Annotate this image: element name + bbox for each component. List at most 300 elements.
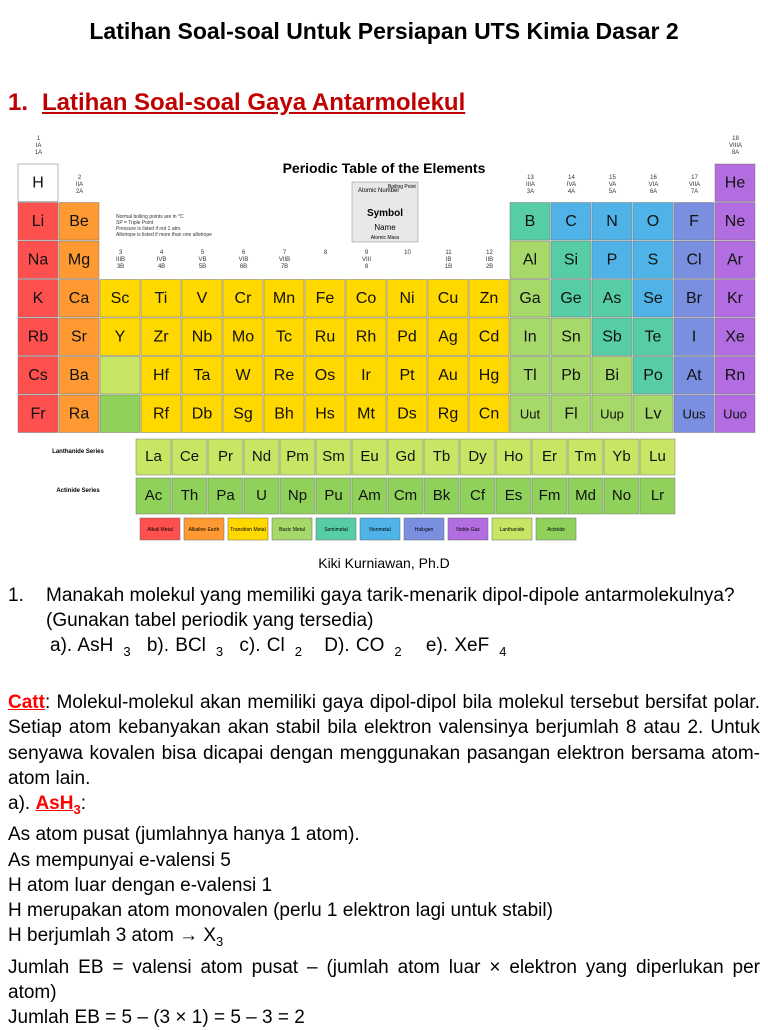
element-cell: [568, 439, 603, 475]
element-cell: [633, 280, 673, 318]
svg-text:Rn: Rn: [724, 366, 746, 384]
group-label: IA: [35, 143, 42, 149]
element-cell: [568, 478, 603, 514]
svg-text:Ra: Ra: [68, 405, 90, 423]
table-note: SP = Triple Point: [116, 220, 154, 226]
svg-text:Os: Os: [314, 366, 336, 384]
svg-text:Cd: Cd: [478, 328, 500, 346]
series-placeholder: [100, 357, 140, 395]
element-cell: [316, 478, 351, 514]
element-cell: [633, 203, 673, 241]
group-label: 2B: [485, 264, 494, 270]
svg-text:Al: Al: [522, 251, 538, 269]
svg-text:Uus: Uus: [682, 406, 706, 422]
legend-label: Actinide: [547, 527, 565, 533]
svg-text:Es: Es: [504, 487, 523, 504]
svg-text:H: H: [32, 174, 44, 192]
legend-label: Lanthanide: [499, 527, 525, 533]
question-1: [8, 583, 766, 664]
element-cell: [18, 241, 58, 279]
element-cell: [469, 357, 509, 395]
element-cell: [18, 203, 58, 241]
svg-text:Sc: Sc: [110, 289, 130, 307]
element-cell: [18, 395, 58, 433]
element-cell: [510, 357, 550, 395]
svg-text:N: N: [606, 212, 618, 230]
group-label: VB: [198, 257, 207, 263]
answer-a-heading: a). AsH$_3$:: [8, 793, 86, 817]
svg-text:Uup: Uup: [600, 406, 624, 422]
svg-text:Tl: Tl: [523, 366, 537, 384]
option-e: e). XeF $_4$: [425, 635, 507, 659]
group-label: 17: [691, 175, 698, 181]
legend-label: Semimetal: [324, 527, 348, 533]
element-cell: [223, 395, 263, 433]
svg-text:Cr: Cr: [234, 289, 252, 307]
group-label: 1: [36, 136, 41, 142]
element-cell: [182, 318, 222, 356]
element-cell: [428, 357, 468, 395]
element-cell: [532, 439, 567, 475]
svg-text:Bi: Bi: [604, 366, 620, 384]
group-label: 1A: [34, 150, 43, 156]
element-cell: [223, 357, 263, 395]
group-label: IVB: [156, 257, 167, 263]
group-label: 1B: [444, 264, 453, 270]
line-3: H atom luar dengan e-valensi 1: [8, 874, 273, 896]
svg-text:Ta: Ta: [193, 366, 211, 384]
element-cell: [496, 478, 531, 514]
element-cell: [182, 357, 222, 395]
element-cell: [244, 439, 279, 475]
svg-text:Rf: Rf: [153, 405, 169, 423]
svg-text:Ds: Ds: [397, 405, 417, 423]
svg-text:Lu: Lu: [649, 448, 666, 465]
group-label: 8: [364, 264, 369, 270]
element-cell: [223, 318, 263, 356]
svg-text:Ho: Ho: [503, 448, 524, 465]
element-cell: [510, 318, 550, 356]
option-a: a). AsH $_3$: [50, 635, 131, 659]
svg-text:Bh: Bh: [274, 405, 294, 423]
svg-text:Zn: Zn: [479, 289, 499, 307]
svg-text:Ni: Ni: [399, 289, 415, 307]
element-cell: [387, 280, 427, 318]
svg-text:Th: Th: [180, 487, 199, 504]
element-cell: [352, 439, 387, 475]
svg-text:Cf: Cf: [470, 487, 485, 504]
element-cell: [674, 357, 714, 395]
element-cell: [172, 439, 207, 475]
group-label: 11: [445, 250, 452, 256]
element-cell: [59, 280, 99, 318]
line-5: H berjumlah 3 atom → $X_3$: [8, 925, 224, 950]
svg-text:Ca: Ca: [68, 289, 90, 307]
element-cell: [428, 395, 468, 433]
element-cell: [59, 203, 99, 241]
svg-text:Nd: Nd: [251, 448, 272, 465]
line-2: As mempunyai e-valensi 5: [8, 849, 231, 871]
element-cell: [715, 241, 755, 279]
svg-text:Rh: Rh: [355, 328, 377, 346]
svg-text:Pt: Pt: [399, 366, 415, 384]
svg-text:Tm: Tm: [574, 448, 597, 465]
svg-text:Kr: Kr: [727, 289, 743, 307]
svg-text:Ac: Ac: [144, 487, 163, 504]
element-cell: [264, 280, 304, 318]
svg-text:As: As: [602, 289, 622, 307]
svg-text:Sm: Sm: [322, 448, 345, 465]
group-label: 7A: [690, 189, 699, 195]
svg-text:Uuo: Uuo: [723, 406, 747, 422]
group-label: VIB: [238, 257, 249, 263]
group-label: 16: [650, 175, 657, 181]
svg-text:Co: Co: [355, 289, 377, 307]
group-label: VIIA: [688, 182, 701, 188]
element-cell: [280, 439, 315, 475]
svg-text:Xe: Xe: [725, 328, 745, 346]
svg-text:Ge: Ge: [560, 289, 582, 307]
svg-text:Mn: Mn: [272, 289, 296, 307]
group-label: 12: [486, 250, 493, 256]
element-cell: [387, 357, 427, 395]
svg-text:Pb: Pb: [561, 366, 581, 384]
line-4: H merupakan atom monovalen (perlu 1 elektron lagi untuk stabil): [8, 900, 553, 922]
svg-text:Sb: Sb: [602, 328, 622, 346]
svg-text:Fl: Fl: [564, 405, 578, 423]
svg-text:Hf: Hf: [153, 366, 169, 384]
page-title: Latihan Soal-soal Untuk Persiapan UTS Kimia Dasar 2: [89, 18, 679, 44]
svg-text:Te: Te: [644, 328, 662, 346]
svg-text:Eu: Eu: [360, 448, 379, 465]
svg-text:W: W: [235, 366, 251, 384]
element-cell: [346, 318, 386, 356]
element-cell: [305, 395, 345, 433]
question-number: 1.: [8, 585, 24, 606]
svg-text:S: S: [647, 251, 659, 269]
table-title: Periodic Table of the Elements: [282, 160, 486, 176]
svg-text:Pa: Pa: [216, 487, 235, 504]
group-label: VIA: [648, 182, 659, 188]
catt-label: Catt: [8, 692, 45, 713]
svg-text:Mo: Mo: [231, 328, 255, 346]
svg-text:In: In: [523, 328, 537, 346]
element-cell: [387, 395, 427, 433]
svg-text:Mg: Mg: [67, 251, 91, 269]
svg-text:Ag: Ag: [438, 328, 458, 346]
group-label: 9: [364, 250, 369, 256]
legend-label: Alkaline Earth: [188, 527, 220, 533]
svg-text:Lv: Lv: [644, 405, 662, 423]
series-label: Lanthanide Series: [52, 449, 104, 455]
svg-text:Ti: Ti: [154, 289, 168, 307]
line-6: Jumlah EB = valensi atom pusat – (jumlah atom luar × elektron yang diperlukan per atom): [8, 956, 760, 1003]
element-cell: [633, 318, 673, 356]
table-note: Pressure is listed if not 1 atm.: [116, 226, 182, 232]
svg-text:Atomic Mass: Atomic Mass: [370, 235, 400, 241]
element-cell: [18, 318, 58, 356]
element-cell: [223, 280, 263, 318]
svg-text:Be: Be: [69, 212, 89, 230]
element-cell: [141, 357, 181, 395]
group-label: IIIB: [115, 257, 126, 263]
svg-text:Se: Se: [643, 289, 663, 307]
svg-text:U: U: [256, 487, 267, 504]
element-cell: [100, 318, 140, 356]
svg-text:Cs: Cs: [28, 366, 48, 384]
group-label: 6B: [239, 264, 248, 270]
group-label: 3: [118, 250, 123, 256]
svg-text:Uut: Uut: [519, 406, 541, 422]
group-label: 5: [200, 250, 205, 256]
svg-text:Pr: Pr: [218, 448, 233, 465]
svg-text:C: C: [565, 212, 577, 230]
element-cell: [305, 357, 345, 395]
group-label: VIIB: [278, 257, 291, 263]
element-cell: [244, 478, 279, 514]
line-1: As atom pusat (jumlahnya hanya 1 atom).: [8, 824, 360, 846]
element-cell: [387, 318, 427, 356]
element-cell: [136, 478, 171, 514]
section-number: 1.: [8, 89, 29, 116]
element-cell: [715, 357, 755, 395]
svg-text:Re: Re: [273, 366, 295, 384]
section-heading: [8, 89, 465, 117]
element-cell: [496, 439, 531, 475]
group-label: 6: [241, 250, 246, 256]
element-cell: [640, 478, 675, 514]
element-cell: [510, 241, 550, 279]
element-cell: [674, 203, 714, 241]
element-cell: [510, 280, 550, 318]
element-cell: [388, 478, 423, 514]
question-text: Manakah molekul yang memiliki gaya tarik-menarik dipol-dipole antarmolekulnya? (Gunakan tabel periodik yang tersedia): [46, 585, 735, 631]
svg-text:Ne: Ne: [724, 212, 746, 230]
section-title: Latihan Soal-soal Gaya Antarmolekul: [42, 89, 466, 116]
element-cell: [208, 439, 243, 475]
element-cell: [424, 439, 459, 475]
svg-text:Boiling Point: Boiling Point: [388, 184, 416, 190]
svg-text:F: F: [689, 212, 699, 230]
group-label: 6A: [649, 189, 658, 195]
legend-label: Alkali Metal: [147, 527, 173, 533]
svg-text:At: At: [686, 366, 702, 384]
svg-text:Pm: Pm: [286, 448, 309, 465]
element-cell: [592, 318, 632, 356]
element-cell: [592, 357, 632, 395]
element-cell: [674, 395, 714, 433]
group-label: 15: [609, 175, 616, 181]
legend-label: Basic Metal: [279, 527, 305, 533]
svg-text:Nb: Nb: [191, 328, 213, 346]
element-cell: [674, 280, 714, 318]
element-cell: [551, 357, 591, 395]
element-cell: [551, 318, 591, 356]
element-cell: [141, 318, 181, 356]
legend-label: Halogen: [414, 527, 434, 533]
element-cell: [551, 203, 591, 241]
option-c: c). Cl $_2$: [239, 635, 302, 659]
group-label: VIIIA: [728, 143, 743, 149]
element-cell: [352, 478, 387, 514]
element-cell: [388, 439, 423, 475]
element-cell: [182, 395, 222, 433]
series-label: Actinide Series: [56, 488, 100, 494]
element-cell: [592, 395, 632, 433]
element-cell: [633, 357, 673, 395]
svg-text:Ba: Ba: [69, 366, 89, 384]
group-label: 3B: [116, 264, 125, 270]
element-cell: [316, 439, 351, 475]
element-cell: [551, 241, 591, 279]
svg-text:B: B: [524, 212, 536, 230]
group-label: 8: [323, 250, 328, 256]
element-cell: [592, 203, 632, 241]
group-label: IVA: [566, 182, 577, 188]
svg-text:Po: Po: [643, 366, 663, 384]
svg-text:Na: Na: [27, 251, 49, 269]
element-cell: [18, 164, 58, 202]
svg-text:Ir: Ir: [361, 366, 371, 384]
group-label: 4B: [157, 264, 166, 270]
element-cell: [346, 280, 386, 318]
option-d: D). CO $_2$: [324, 635, 402, 659]
group-label: 4A: [567, 189, 576, 195]
svg-text:Sg: Sg: [233, 405, 253, 423]
svg-text:La: La: [145, 448, 162, 465]
element-cell: [18, 357, 58, 395]
element-cell: [674, 241, 714, 279]
svg-text:Sn: Sn: [561, 328, 581, 346]
svg-text:Pu: Pu: [324, 487, 343, 504]
svg-text:Atomic Number: Atomic Number: [358, 188, 400, 194]
element-cell: [460, 478, 495, 514]
element-cell: [532, 478, 567, 514]
element-cell: [674, 318, 714, 356]
legend-label: Transition Metal: [230, 527, 266, 533]
svg-text:Er: Er: [542, 448, 557, 465]
element-cell: [551, 395, 591, 433]
svg-text:Bk: Bk: [432, 487, 451, 504]
element-cell: [346, 357, 386, 395]
element-cell: [604, 439, 639, 475]
svg-text:Hg: Hg: [478, 366, 500, 384]
svg-text:Ar: Ar: [727, 251, 743, 269]
svg-text:Cu: Cu: [437, 289, 459, 307]
element-cell: [100, 280, 140, 318]
element-cell: [172, 478, 207, 514]
element-cell: [346, 395, 386, 433]
element-cell: [604, 478, 639, 514]
catt-paragraph: Catt: Molekul-molekul akan memiliki gaya dipol-dipol bila molekul tersebut bersifat polar. Setiap atom kebanyakan akan stabil bila elektron valensinya berjumlah 8 atau 2. Untuk senyawa kovalen bisa dicapai dengan menggunakan pasangan elektron bersama atom-atom lain.: [8, 692, 760, 789]
group-label: IB: [445, 257, 452, 263]
svg-text:Tb: Tb: [432, 448, 451, 465]
element-cell: [551, 280, 591, 318]
svg-text:O: O: [646, 212, 660, 230]
element-cell: [264, 318, 304, 356]
svg-text:Lr: Lr: [650, 487, 665, 504]
svg-text:Np: Np: [287, 487, 308, 504]
svg-text:Name: Name: [374, 223, 396, 232]
series-placeholder: [100, 395, 140, 433]
svg-text:Si: Si: [563, 251, 579, 269]
element-cell: [428, 318, 468, 356]
svg-text:Fe: Fe: [315, 289, 335, 307]
svg-text:Cm: Cm: [393, 487, 418, 504]
svg-text:Br: Br: [686, 289, 702, 307]
element-cell: [424, 478, 459, 514]
periodic-table-image: [8, 132, 760, 544]
element-cell: [59, 241, 99, 279]
svg-text:No: No: [611, 487, 632, 504]
svg-text:Dy: Dy: [468, 448, 487, 465]
element-cell: [510, 203, 550, 241]
svg-text:Cl: Cl: [686, 251, 702, 269]
svg-text:Rg: Rg: [437, 405, 459, 423]
element-cell: [18, 280, 58, 318]
group-label: 7B: [280, 264, 289, 270]
group-label: 2: [77, 175, 82, 181]
element-cell: [428, 280, 468, 318]
group-label: 2A: [75, 189, 84, 195]
svg-text:Cn: Cn: [478, 405, 500, 423]
element-cell: [592, 280, 632, 318]
element-cell: [715, 203, 755, 241]
element-cell: [182, 280, 222, 318]
element-cell: [715, 164, 755, 202]
element-cell: [59, 357, 99, 395]
legend-label: Noble Gas: [456, 527, 480, 533]
table-note: Normal boiling points are in °C: [116, 214, 184, 220]
element-cell: [208, 478, 243, 514]
element-cell: [592, 241, 632, 279]
svg-text:Fm: Fm: [538, 487, 561, 504]
table-note: Allotrope is listed if more than one allotrope: [116, 232, 212, 238]
element-cell: [469, 318, 509, 356]
svg-text:Fr: Fr: [30, 405, 46, 423]
group-label: IIIA: [525, 182, 536, 188]
svg-text:Rb: Rb: [27, 328, 49, 346]
svg-text:K: K: [32, 289, 44, 307]
element-cell: [469, 280, 509, 318]
svg-text:Symbol: Symbol: [366, 208, 404, 219]
group-label: 5A: [608, 189, 617, 195]
svg-text:Y: Y: [114, 328, 126, 346]
svg-text:Yb: Yb: [612, 448, 631, 465]
element-cell: [510, 395, 550, 433]
element-cell: [305, 318, 345, 356]
svg-text:Pd: Pd: [397, 328, 417, 346]
svg-text:Tc: Tc: [276, 328, 292, 346]
element-cell: [136, 439, 171, 475]
element-cell: [59, 395, 99, 433]
svg-text:He: He: [724, 174, 746, 192]
group-label: IIB: [485, 257, 494, 263]
svg-text:Li: Li: [31, 212, 45, 230]
svg-text:V: V: [196, 289, 208, 307]
svg-text:Hs: Hs: [315, 405, 335, 423]
element-cell: [469, 395, 509, 433]
svg-text:Ce: Ce: [179, 448, 200, 465]
group-label: VIII: [361, 257, 372, 263]
element-cell: [264, 395, 304, 433]
answer-options: [50, 633, 766, 664]
svg-text:Am: Am: [358, 487, 381, 504]
svg-text:Ga: Ga: [519, 289, 541, 307]
element-cell: [633, 395, 673, 433]
element-cell: [59, 318, 99, 356]
group-label: 14: [568, 175, 575, 181]
